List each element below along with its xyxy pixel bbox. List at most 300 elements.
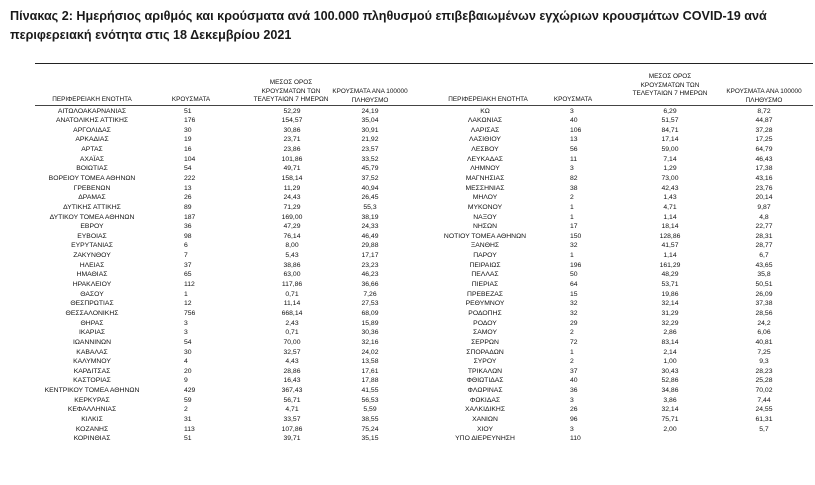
cases-value: 37 xyxy=(570,367,578,375)
table-row xyxy=(0,261,815,271)
avg7-value: 17,14 xyxy=(661,136,679,144)
table-row xyxy=(0,164,815,174)
region-name: ΚΟΖΑΝΗΣ xyxy=(75,425,109,433)
cases-value: 113 xyxy=(184,425,195,433)
cases-value: 72 xyxy=(570,338,578,346)
region-name: ΧΙΟΥ xyxy=(476,425,494,433)
avg7-value: 52,86 xyxy=(661,377,679,385)
region-name: ΘΕΣΣΑΛΟΝΙΚΗΣ xyxy=(65,309,119,317)
region-name: ΓΡΕΒΕΝΩΝ xyxy=(73,184,111,192)
per100k-value: 44,87 xyxy=(755,117,773,125)
avg7-value: 30,43 xyxy=(661,367,679,375)
avg7-value: 1,43 xyxy=(663,194,677,202)
region-name: ΛΑΡΙΣΑΣ xyxy=(470,126,500,134)
per100k-value: 46,49 xyxy=(361,232,379,240)
cases-value: 1 xyxy=(570,348,574,356)
per100k-value: 24,2 xyxy=(757,319,771,327)
table-row xyxy=(0,270,815,280)
table-row xyxy=(0,116,815,126)
cases-value: 3 xyxy=(184,319,188,327)
region-name: ΠΡΕΒΕΖΑΣ xyxy=(467,290,503,298)
region-name: ΛΕΥΚΑΔΑΣ xyxy=(467,155,503,163)
avg7-value: 59,00 xyxy=(661,146,679,154)
per100k-value: 24,02 xyxy=(361,348,379,356)
header-avg7-line1: ΜΕΣΟΣ ΟΡΟΣ xyxy=(269,79,313,86)
avg7-value: 8,00 xyxy=(285,242,299,250)
region-name: ΚΑΣΤΟΡΙΑΣ xyxy=(73,377,111,385)
per100k-value: 43,65 xyxy=(755,261,773,269)
table-row xyxy=(0,328,815,338)
header-avg7-line2: ΚΡΟΥΣΜΑΤΩΝ ΤΩΝ xyxy=(261,87,321,95)
per100k-value: 28,31 xyxy=(755,232,773,240)
per100k-value: 17,25 xyxy=(755,136,773,144)
per100k-value: 40,94 xyxy=(361,184,379,192)
avg7-value: 1,14 xyxy=(663,213,677,221)
per100k-value: 30,36 xyxy=(361,329,379,337)
cases-value: 38 xyxy=(570,184,578,192)
table-row xyxy=(0,222,815,232)
region-name: ΘΗΡΑΣ xyxy=(80,319,104,327)
header-per100k-left xyxy=(320,88,420,105)
avg7-value: 0,71 xyxy=(285,290,299,298)
table-top-rule xyxy=(35,63,813,64)
cases-value: 96 xyxy=(570,416,578,423)
header-per100k-line2: ΠΛΗΘΥΣΜΟ xyxy=(745,96,783,104)
avg7-value: 24,43 xyxy=(283,194,301,202)
per100k-value: 17,17 xyxy=(361,252,379,260)
region-name: ΘΕΣΠΡΩΤΙΑΣ xyxy=(70,300,114,308)
table-row xyxy=(0,434,815,444)
per100k-value: 37,52 xyxy=(361,174,379,182)
cases-value: 112 xyxy=(184,281,195,289)
per100k-value: 45,79 xyxy=(361,165,379,173)
region-name: ΠΕΛΛΑΣ xyxy=(471,271,499,279)
per100k-value: 75,24 xyxy=(361,425,379,433)
region-name: ΗΛΕΙΑΣ xyxy=(79,261,105,269)
per100k-value: 9,3 xyxy=(759,358,769,366)
cases-value: 2 xyxy=(570,329,574,337)
region-name: ΦΩΚΙΔΑΣ xyxy=(469,396,501,404)
table-row xyxy=(0,241,815,251)
region-name: ΕΥΡΥΤΑΝΙΑΣ xyxy=(71,242,113,250)
region-name: ΜΕΣΣΗΝΙΑΣ xyxy=(465,184,505,192)
per100k-value: 7,44 xyxy=(757,396,771,404)
avg7-value: 23,71 xyxy=(283,136,301,144)
region-name: ΣΕΡΡΩΝ xyxy=(471,338,499,346)
per100k-value: 8,72 xyxy=(757,107,771,115)
avg7-value: 367,43 xyxy=(281,387,303,395)
cases-value: 1 xyxy=(570,203,574,211)
table-row xyxy=(0,357,815,367)
per100k-value: 26,09 xyxy=(755,290,773,298)
avg7-value: 32,14 xyxy=(661,406,679,414)
table-body xyxy=(0,107,815,444)
cases-value: 20 xyxy=(184,367,192,375)
per100k-value: 24,33 xyxy=(361,223,379,231)
avg7-value: 16,43 xyxy=(283,377,301,385)
cases-value: 2 xyxy=(184,406,188,414)
cases-value: 65 xyxy=(184,271,192,279)
per100k-value: 38,19 xyxy=(361,213,379,221)
region-name: ΛΕΣΒΟΥ xyxy=(471,146,499,154)
per100k-value: 6,06 xyxy=(757,329,771,337)
avg7-value: 30,86 xyxy=(283,126,301,134)
avg7-value: 7,14 xyxy=(663,155,677,163)
per100k-value: 23,23 xyxy=(361,261,379,269)
per100k-value: 6,7 xyxy=(759,252,769,260)
region-name: ΘΑΣΟΥ xyxy=(80,290,104,298)
cases-value: 196 xyxy=(570,261,582,269)
region-name: ΑΡΤΑΣ xyxy=(81,146,103,154)
per100k-value: 13,58 xyxy=(361,358,379,366)
per100k-value: 32,16 xyxy=(361,338,379,346)
region-name: ΝΗΣΩΝ xyxy=(472,223,497,231)
cases-value: 51 xyxy=(184,435,192,443)
region-name: ΕΒΡΟΥ xyxy=(80,223,104,231)
table-row xyxy=(0,174,815,184)
cases-value: 1 xyxy=(570,213,574,221)
avg7-value: 32,14 xyxy=(661,300,679,308)
cases-value: 1 xyxy=(570,252,574,260)
avg7-value: 18,14 xyxy=(661,223,679,231)
avg7-value: 1,00 xyxy=(663,358,677,366)
per100k-value: 61,31 xyxy=(755,416,773,423)
cases-value: 176 xyxy=(184,117,196,125)
cases-value: 3 xyxy=(570,396,574,404)
avg7-value: 1,14 xyxy=(663,252,677,260)
region-name: ΣΑΜΟΥ xyxy=(473,329,497,337)
cases-value: 150 xyxy=(570,232,582,240)
cases-value: 15 xyxy=(570,290,578,298)
table-row xyxy=(0,309,815,319)
per100k-value: 21,92 xyxy=(361,136,379,144)
region-name: ΜΑΓΝΗΣΙΑΣ xyxy=(465,174,505,182)
header-avg7-line2: ΚΡΟΥΣΜΑΤΩΝ ΤΩΝ xyxy=(640,81,700,89)
cases-value: 30 xyxy=(184,126,192,134)
per100k-value: 35,15 xyxy=(361,435,379,443)
cases-value: 187 xyxy=(184,213,196,221)
per100k-value: 5,7 xyxy=(759,425,769,433)
region-name: ΜΗΛΟΥ xyxy=(472,194,498,202)
avg7-value: 4,71 xyxy=(285,406,299,414)
table-row xyxy=(0,135,815,145)
cases-value: 40 xyxy=(570,117,578,125)
avg7-value: 23,86 xyxy=(283,146,301,154)
region-name: ΡΟΔΟΠΗΣ xyxy=(468,309,502,317)
cases-value: 26 xyxy=(184,194,192,202)
per100k-value: 41,55 xyxy=(361,387,379,395)
header-per100k-line1: ΚΡΟΥΣΜΑΤΑ ΑΝΑ 100000 xyxy=(332,88,408,95)
per100k-value: 9,87 xyxy=(757,203,771,211)
cases-value: 13 xyxy=(184,184,192,192)
cases-value: 756 xyxy=(184,309,196,317)
per100k-value: 37,38 xyxy=(755,300,773,308)
table-row xyxy=(0,425,815,435)
per100k-value: 7,26 xyxy=(363,290,377,298)
cases-value: 3 xyxy=(570,425,574,433)
region-name: ΙΩΑΝΝΙΝΩΝ xyxy=(72,338,112,346)
per100k-value: 40,81 xyxy=(755,338,773,346)
avg7-value: 1,29 xyxy=(663,165,677,173)
region-name: ΦΘΙΩΤΙΔΑΣ xyxy=(466,377,504,385)
region-name: ΜΥΚΟΝΟΥ xyxy=(467,203,503,211)
per100k-value: 70,02 xyxy=(755,387,773,395)
per100k-value: 17,38 xyxy=(755,165,773,173)
header-region-left: ΠΕΡΙΦΕΡΕΙΑΚΗ ΕΝΟΤΗΤΑ xyxy=(52,96,132,103)
avg7-value: 49,71 xyxy=(283,165,301,173)
per100k-value: 27,53 xyxy=(361,300,379,308)
header-cases-right: ΚΡΟΥΣΜΑΤΑ xyxy=(553,96,593,103)
avg7-value: 33,57 xyxy=(283,416,301,423)
avg7-value: 161,29 xyxy=(659,261,681,269)
cases-value: 51 xyxy=(184,107,192,115)
region-name: ΔΡΑΜΑΣ xyxy=(78,194,106,202)
table-row xyxy=(0,299,815,309)
per100k-value: 5,59 xyxy=(363,406,377,414)
table-row xyxy=(0,376,815,386)
table-row xyxy=(0,126,815,136)
header-avg7-line3: ΤΕΛΕΥΤΑΙΩΝ 7 ΗΜΕΡΩΝ xyxy=(632,90,708,98)
avg7-value: 107,86 xyxy=(281,425,303,433)
avg7-value: 71,29 xyxy=(283,203,301,211)
cases-value: 7 xyxy=(184,252,188,260)
cases-value: 37 xyxy=(184,261,192,269)
cases-value: 2 xyxy=(570,358,574,366)
avg7-value: 75,71 xyxy=(661,416,679,423)
table-row xyxy=(0,290,815,300)
per100k-value: 50,51 xyxy=(755,281,773,289)
table-row xyxy=(0,213,815,223)
cases-value: 30 xyxy=(184,348,192,356)
cases-value: 59 xyxy=(184,396,192,404)
avg7-value: 52,29 xyxy=(283,107,301,115)
avg7-value: 2,43 xyxy=(285,319,299,327)
cases-value: 89 xyxy=(184,203,192,211)
region-name: ΚΙΛΚΙΣ xyxy=(81,416,103,423)
region-name: ΝΟΤΙΟΥ ΤΟΜΕΑ ΑΘΗΝΩΝ xyxy=(443,232,527,240)
avg7-value: 31,29 xyxy=(661,309,679,317)
cases-value: 11 xyxy=(570,155,578,163)
region-name: ΠΙΕΡΙΑΣ xyxy=(471,281,499,289)
avg7-value: 51,57 xyxy=(661,117,679,125)
cases-value: 56 xyxy=(570,146,578,154)
table-row xyxy=(0,203,815,213)
table-row xyxy=(0,184,815,194)
per100k-value: 23,57 xyxy=(361,146,379,154)
avg7-value: 56,71 xyxy=(283,396,301,404)
table-row xyxy=(0,348,815,358)
region-name: ΚΑΛΥΜΝΟΥ xyxy=(73,358,111,366)
avg7-value: 158,14 xyxy=(281,174,303,182)
region-name: ΛΗΜΝΟΥ xyxy=(470,165,500,173)
per100k-value: 17,88 xyxy=(361,377,379,385)
avg7-value: 28,86 xyxy=(283,367,301,375)
region-name: ΦΛΩΡΙΝΑΣ xyxy=(467,387,503,395)
region-name: ΒΟΙΩΤΙΑΣ xyxy=(76,165,108,173)
region-name: ΥΠΟ ΔΙΕΡΕΥΝΗΣΗ xyxy=(455,435,515,443)
header-cases-left: ΚΡΟΥΣΜΑΤΑ xyxy=(171,96,211,103)
avg7-value: 41,57 xyxy=(661,242,679,250)
per100k-value: 22,77 xyxy=(755,223,773,231)
cases-value: 36 xyxy=(570,387,578,395)
cases-value: 12 xyxy=(184,300,192,308)
cases-value: 50 xyxy=(570,271,578,279)
table-row xyxy=(0,280,815,290)
avg7-value: 117,86 xyxy=(281,281,303,289)
avg7-value: 42,43 xyxy=(661,184,679,192)
region-name: ΚΕΝΤΡΙΚΟΥ ΤΟΜΕΑ ΑΘΗΝΩΝ xyxy=(44,387,140,395)
per100k-value: 37,28 xyxy=(755,126,773,134)
per100k-value: 43,16 xyxy=(755,174,773,182)
region-name: ΗΡΑΚΛΕΙΟΥ xyxy=(72,281,112,289)
table-row xyxy=(0,338,815,348)
cases-value: 9 xyxy=(184,377,188,385)
region-name: ΑΡΓΟΛΙΔΑΣ xyxy=(73,126,111,134)
header-per100k-right xyxy=(714,88,814,105)
per100k-value: 38,55 xyxy=(361,416,379,423)
region-name: ΤΡΙΚΑΛΩΝ xyxy=(467,367,503,375)
avg7-value: 2,14 xyxy=(663,348,677,356)
per100k-value: 4,8 xyxy=(759,213,769,221)
region-name: ΚΑΒΑΛΑΣ xyxy=(76,348,108,356)
region-name: ΖΑΚΥΝΘΟΥ xyxy=(73,252,111,260)
region-name: ΡΟΔΟΥ xyxy=(473,319,497,327)
cases-value: 4 xyxy=(184,358,188,366)
cases-value: 40 xyxy=(570,377,578,385)
per100k-value: 25,28 xyxy=(755,377,773,385)
avg7-value: 11,14 xyxy=(283,300,301,308)
cases-value: 3 xyxy=(184,329,188,337)
cases-value: 3 xyxy=(570,107,574,115)
cases-value: 3 xyxy=(570,165,574,173)
per100k-value: 35,04 xyxy=(361,117,379,125)
avg7-value: 76,14 xyxy=(283,232,301,240)
cases-value: 31 xyxy=(184,416,192,423)
per100k-value: 26,45 xyxy=(361,194,379,202)
avg7-value: 0,71 xyxy=(285,329,299,337)
cases-value: 104 xyxy=(184,155,196,163)
per100k-value: 30,91 xyxy=(361,126,379,134)
avg7-value: 70,00 xyxy=(283,338,301,346)
region-name: ΠΕΙΡΑΙΩΣ xyxy=(469,261,501,269)
table-row xyxy=(0,415,815,425)
table-row xyxy=(0,145,815,155)
per100k-value: 28,56 xyxy=(755,309,773,317)
per100k-value: 46,23 xyxy=(361,271,379,279)
region-name: ΚΟΡΙΝΘΙΑΣ xyxy=(73,435,111,443)
cases-value: 1 xyxy=(184,290,188,298)
avg7-value: 32,57 xyxy=(283,348,301,356)
cases-value: 32 xyxy=(570,300,578,308)
region-name: ΑΝΑΤΟΛΙΚΗΣ ΑΤΤΙΚΗΣ xyxy=(55,117,129,125)
avg7-value: 101,86 xyxy=(281,155,303,163)
avg7-value: 3,86 xyxy=(663,396,677,404)
table-row xyxy=(0,405,815,415)
region-name: ΣΠΟΡΑΔΩΝ xyxy=(466,348,504,356)
region-name: ΕΥΒΟΙΑΣ xyxy=(77,232,107,240)
header-avg7-line3: ΤΕΛΕΥΤΑΙΩΝ 7 ΗΜΕΡΩΝ xyxy=(253,96,329,104)
per100k-value: 35,8 xyxy=(757,271,771,279)
avg7-value: 5,43 xyxy=(285,252,299,260)
cases-value: 26 xyxy=(570,406,578,414)
header-avg7-right xyxy=(622,73,718,99)
region-name: ΚΕΦΑΛΛΗΝΙΑΣ xyxy=(67,406,117,414)
per100k-value: 55,3 xyxy=(363,203,377,211)
per100k-value: 28,77 xyxy=(755,242,773,250)
cases-value: 32 xyxy=(570,242,578,250)
avg7-value: 32,29 xyxy=(661,319,679,327)
per100k-value: 33,52 xyxy=(361,155,379,163)
cases-value: 29 xyxy=(570,319,578,327)
avg7-value: 4,43 xyxy=(285,358,299,366)
avg7-value: 73,00 xyxy=(661,174,679,182)
table-row xyxy=(0,193,815,203)
cases-value: 19 xyxy=(184,136,192,144)
per100k-value: 24,55 xyxy=(755,406,773,414)
region-name: ΑΡΚΑΔΙΑΣ xyxy=(75,136,109,144)
region-name: ΧΑΛΚΙΔΙΚΗΣ xyxy=(464,406,506,414)
per100k-value: 36,66 xyxy=(361,281,379,289)
header-avg7-line1: ΜΕΣΟΣ ΟΡΟΣ xyxy=(648,73,692,80)
per100k-value: 20,14 xyxy=(755,194,773,202)
cases-value: 429 xyxy=(184,387,196,395)
table-row xyxy=(0,367,815,377)
region-name: ΚΩ xyxy=(480,107,490,115)
per100k-value: 68,09 xyxy=(361,309,379,317)
avg7-value: 63,00 xyxy=(283,271,301,279)
region-name: ΚΑΡΔΙΤΣΑΣ xyxy=(73,367,111,375)
per100k-value: 56,53 xyxy=(361,396,379,404)
avg7-value: 2,86 xyxy=(663,329,677,337)
region-name: ΑΙΤΩΛΟΑΚΑΡΝΑΝΙΑΣ xyxy=(57,107,127,115)
cases-value: 13 xyxy=(570,136,578,144)
region-name: ΒΟΡΕΙΟΥ ΤΟΜΕΑ ΑΘΗΝΩΝ xyxy=(48,174,136,182)
avg7-value: 83,14 xyxy=(661,338,679,346)
region-name: ΣΥΡΟΥ xyxy=(473,358,497,366)
cases-value: 106 xyxy=(570,126,582,134)
region-name: ΗΜΑΘΙΑΣ xyxy=(76,271,108,279)
per100k-value: 24,19 xyxy=(361,107,379,115)
table-row xyxy=(0,386,815,396)
region-name: ΔΥΤΙΚΗΣ ΑΤΤΙΚΗΣ xyxy=(63,203,121,211)
header-region-right: ΠΕΡΙΦΕΡΕΙΑΚΗ ΕΝΟΤΗΤΑ xyxy=(448,96,528,103)
avg7-value: 668,14 xyxy=(281,309,303,317)
cases-value: 32 xyxy=(570,309,578,317)
table-row xyxy=(0,251,815,261)
per100k-value: 23,76 xyxy=(755,184,773,192)
region-name: ΚΕΡΚΥΡΑΣ xyxy=(74,396,110,404)
avg7-value: 39,71 xyxy=(283,435,301,443)
region-name: ΛΑΚΩΝΙΑΣ xyxy=(467,117,503,125)
avg7-value: 34,86 xyxy=(661,387,679,395)
per100k-value: 17,61 xyxy=(361,367,379,375)
cases-value: 82 xyxy=(570,174,578,182)
avg7-value: 6,29 xyxy=(663,107,677,115)
table-caption: Πίνακας 2: Ημερήσιος αριθμός και κρούσματα ανά 100.000 πληθυσμού επιβεβαιωμένων εγχώριων κρουσμάτων COVID-19 ανά περιφερειακή ενότητα στις 18 Δεκεμβρίου 2021 xyxy=(10,9,767,42)
avg7-value: 154,57 xyxy=(281,117,303,125)
avg7-value: 38,86 xyxy=(283,261,301,269)
region-name: ΛΑΣΙΘΙΟΥ xyxy=(469,136,501,144)
avg7-value: 47,29 xyxy=(283,223,301,231)
avg7-value: 11,29 xyxy=(283,184,301,192)
table-row xyxy=(0,319,815,329)
region-name: ΧΑΝΙΩΝ xyxy=(472,416,498,423)
per100k-value: 28,23 xyxy=(755,367,773,375)
table-row xyxy=(0,396,815,406)
avg7-value: 48,29 xyxy=(661,271,679,279)
header-per100k-line2: ΠΛΗΘΥΣΜΟ xyxy=(351,96,389,104)
header-per100k-line1: ΚΡΟΥΣΜΑΤΑ ΑΝΑ 100000 xyxy=(726,88,802,95)
